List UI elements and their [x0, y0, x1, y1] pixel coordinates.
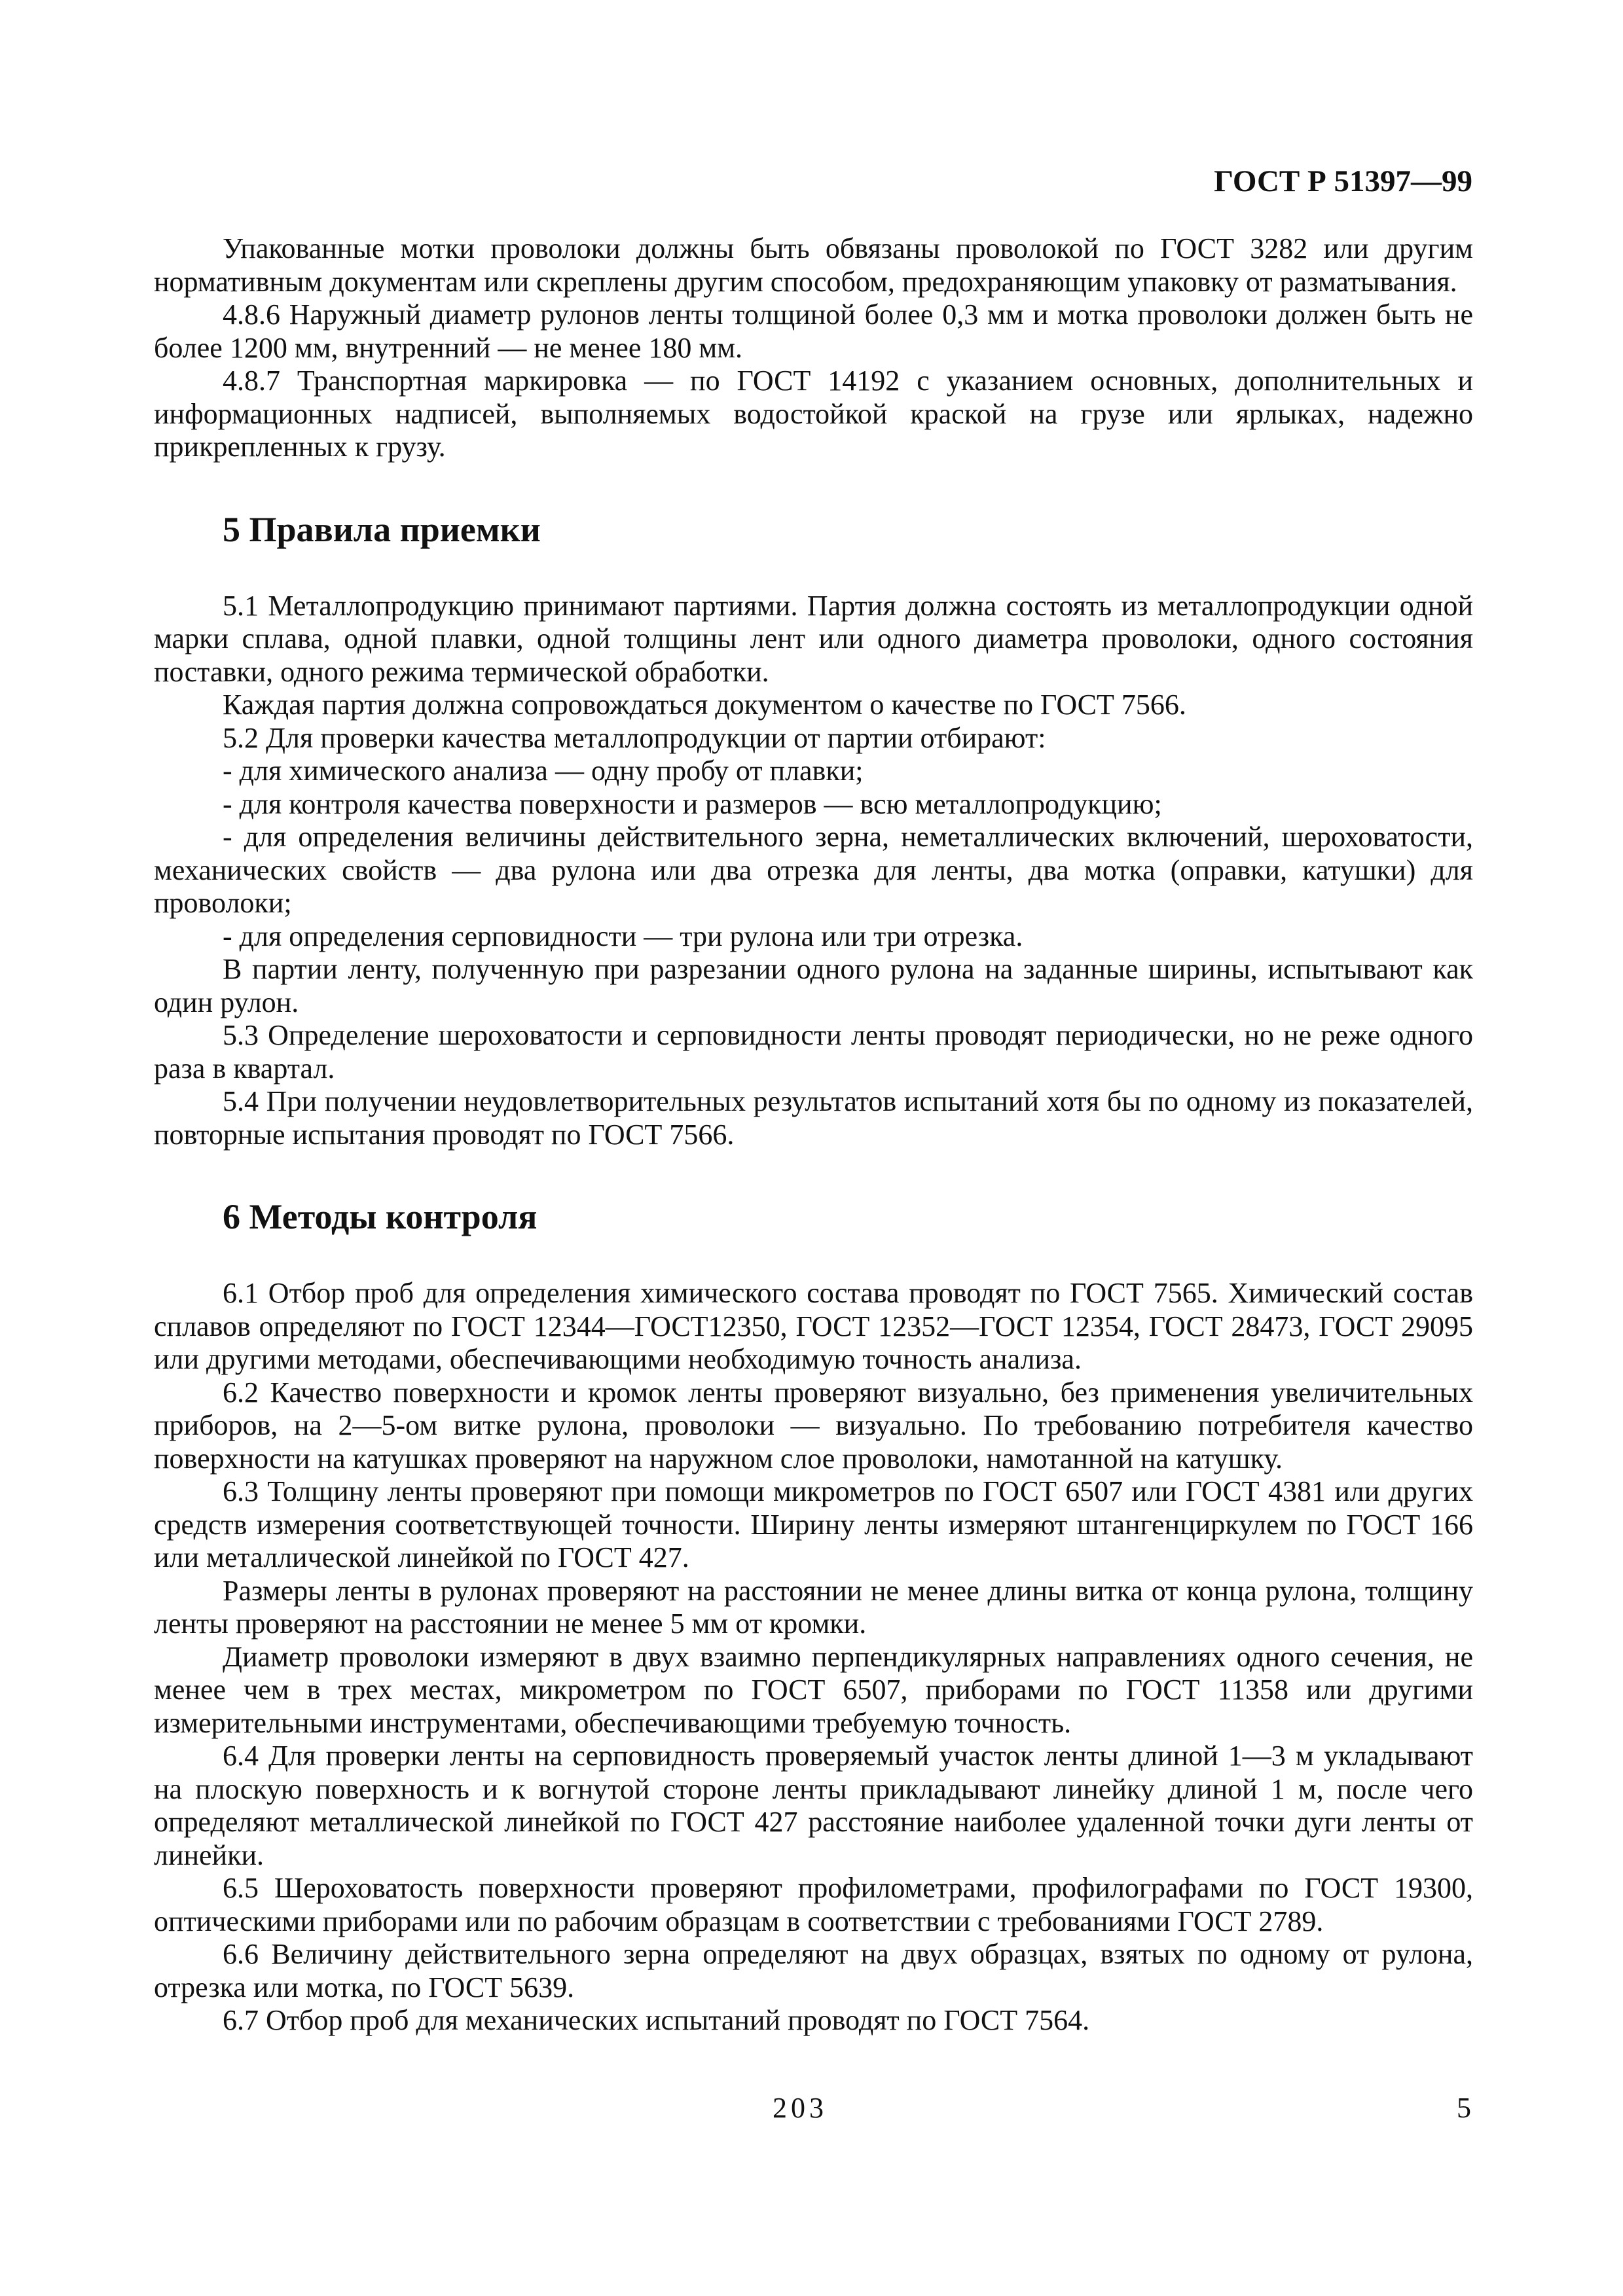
list-item: - для определения серповидности — три рулона или три отрезка.: [223, 920, 1023, 952]
paragraph: 6.6 Величину действительного зерна определяют на двух образцах, взятых по одному от рулона, отрезка или мотка, по ГОСТ 5639.: [154, 1938, 1473, 2003]
paragraph: 4.8.6 Наружный диаметр рулонов ленты толщиной более 0,3 мм и мотка проволоки должен быть не более 1200 мм, внутренний — не менее 180 мм.: [154, 298, 1473, 364]
paragraph: Каждая партия должна сопровождаться документом о качестве по ГОСТ 7566.: [223, 689, 1186, 721]
paragraph: Размеры ленты в рулонах проверяют на расстоянии не менее длины витка от конца рулона, толщину ленты проверяют на расстоянии не менее 5 мм от кромки.: [154, 1574, 1473, 1640]
paragraph: Диаметр проволоки измеряют в двух взаимно перпендикулярных направлениях одного сечения, не менее чем в трех местах, микрометром по ГОСТ 6507, приборами по ГОСТ 11358 или другими измерительными инструментами, обеспечивающими требуемую точность.: [154, 1640, 1473, 1739]
collection-page-number: 203: [773, 2092, 828, 2124]
paragraph: 6.5 Шероховатость поверхности проверяют профилометрами, профилографами по ГОСТ 19300, оптическими приборами или по рабочим образцам в соответствии с требованиями ГОСТ 2789.: [154, 1872, 1473, 1937]
paragraph: 6.3 Толщину ленты проверяют при помощи микрометров по ГОСТ 6507 или ГОСТ 4381 или других средств измерения соответствующей точности. Ширину ленты измеряют штангенциркулем по ГОСТ 166 или металлической линейкой по ГОСТ 427.: [154, 1475, 1473, 1573]
paragraph: 6.1 Отбор проб для определения химического состава проводят по ГОСТ 7565. Химический состав сплавов определяют по ГОСТ 12344—ГОСТ12350, ГОСТ 12352—ГОСТ 12354, ГОСТ 28473, ГОСТ 29095 или другими методами, обеспечивающими необходимую точность анализа.: [154, 1277, 1473, 1375]
section-5-heading: 5 Правила приемки: [223, 509, 541, 549]
paragraph: 5.4 При получении неудовлетворительных результатов испытаний хотя бы по одному из показателей, повторные испытания проводят по ГОСТ 7566.: [154, 1085, 1473, 1151]
paragraph: 6.4 Для проверки ленты на серповидность проверяемый участок ленты длиной 1—3 м укладывают на плоскую поверхность и к вогнутой стороне ленты прикладывают линейку длиной 1 м, после чего определяют металлической линейкой по ГОСТ 427 расстояние наиболее удаленной точки дуги ленты от линейки.: [154, 1740, 1473, 1871]
document-code: ГОСТ Р 51397—99: [1214, 164, 1472, 198]
paragraph: 4.8.7 Транспортная маркировка — по ГОСТ 14192 с указанием основных, дополнительных и информационных надписей, выполняемых водостойкой краской на грузе или ярлыках, надежно прикрепленных к грузу.: [154, 365, 1473, 463]
paragraph: 5.3 Определение шероховатости и серповидности ленты проводят периодически, но не реже одного раза в квартал.: [154, 1019, 1473, 1085]
document-body: [154, 232, 1473, 2037]
paragraph: 6.2 Качество поверхности и кромок ленты проверяют визуально, без применения увеличительных приборов, на 2—5-ом витке рулона, проволоки — визуально. По требованию потребителя качество поверхности на катушках проверяют на наружном слое проволоки, намотанной на катушку.: [154, 1376, 1473, 1475]
paragraph: 5.2 Для проверки качества металлопродукции от партии отбирают:: [223, 721, 1046, 754]
paragraph: 5.1 Металлопродукцию принимают партиями. Партия должна состоять из металлопродукции одной марки сплава, одной плавки, одной толщины лент или одного диаметра проволоки, одного состояния поставки, одного режима термической обработки.: [154, 589, 1473, 688]
list-item: - для контроля качества поверхности и размеров — всю металлопродукцию;: [223, 787, 1162, 820]
paragraph: В партии ленту, полученную при разрезании одного рулона на заданные ширины, испытывают как один рулон.: [154, 953, 1473, 1018]
paragraph: Упакованные мотки проволоки должны быть обвязаны проволокой по ГОСТ 3282 или другим нормативным документам или скреплены другим способом, предохраняющим упаковку от разматывания.: [154, 232, 1473, 298]
document-page-number: 5: [1457, 2092, 1471, 2124]
section-6-heading: 6 Методы контроля: [223, 1197, 538, 1236]
list-item: - для химического анализа — одну пробу от плавки;: [223, 755, 864, 787]
paragraph: 6.7 Отбор проб для механических испытаний проводят по ГОСТ 7564.: [223, 2004, 1090, 2036]
list-item: - для определения величины действительного зерна, неметаллических включений, шероховатости, механических свойств — два рулона или два отрезка для ленты, два мотка (оправки, катушки) для проволоки;: [154, 821, 1473, 919]
